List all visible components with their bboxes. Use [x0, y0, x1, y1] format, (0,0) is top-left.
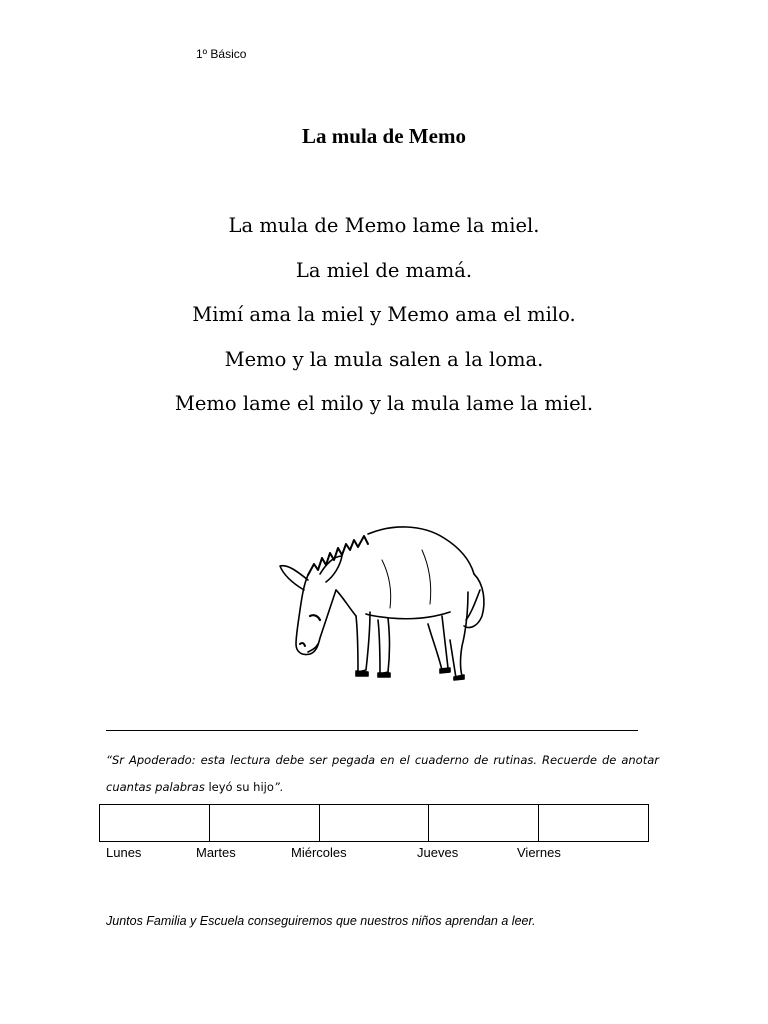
day-label-wednesday: Miércoles: [291, 845, 347, 860]
reading-line: La miel de mamá.: [295, 258, 473, 282]
word-count-cell-tuesday[interactable]: [209, 805, 319, 842]
grade-label: 1º Básico: [196, 47, 247, 61]
day-label-thursday: Jueves: [417, 845, 459, 860]
day-label-tuesday: Martes: [196, 845, 236, 860]
word-count-cell-friday[interactable]: [539, 805, 649, 842]
note-emphasis: leyó su hijo: [208, 780, 274, 794]
day-label-monday: Lunes: [106, 845, 142, 860]
word-count-table: [99, 804, 649, 842]
reading-line: Memo y la mula salen a la loma.: [224, 347, 544, 371]
word-count-cell-thursday[interactable]: [429, 805, 539, 842]
reading-text: [0, 210, 768, 433]
reading-line: La mula de Memo lame la miel.: [228, 214, 540, 237]
reading-line: Memo lame el milo y la mula lame la miel.: [174, 392, 594, 415]
day-label-friday: Viernes: [517, 845, 561, 860]
reading-title: La mula de Memo: [302, 124, 466, 148]
divider-line: [106, 730, 638, 731]
donkey-icon: [272, 520, 492, 692]
reading-line: Mimí ama la miel y Memo ama el milo.: [192, 303, 576, 326]
word-count-cell-wednesday[interactable]: [319, 805, 429, 842]
word-count-cell-monday[interactable]: [100, 805, 210, 842]
closing-message: Juntos Familia y Escuela conseguiremos que nuestros niños aprendan a leer.: [106, 914, 536, 928]
note-text: “Sr Apoderado: esta lectura debe ser pegada en el cuaderno de rutinas. Recuerde de anotar cuantas palabras: [106, 753, 659, 794]
parent-note: [106, 747, 659, 801]
note-end: ”.: [273, 780, 284, 794]
